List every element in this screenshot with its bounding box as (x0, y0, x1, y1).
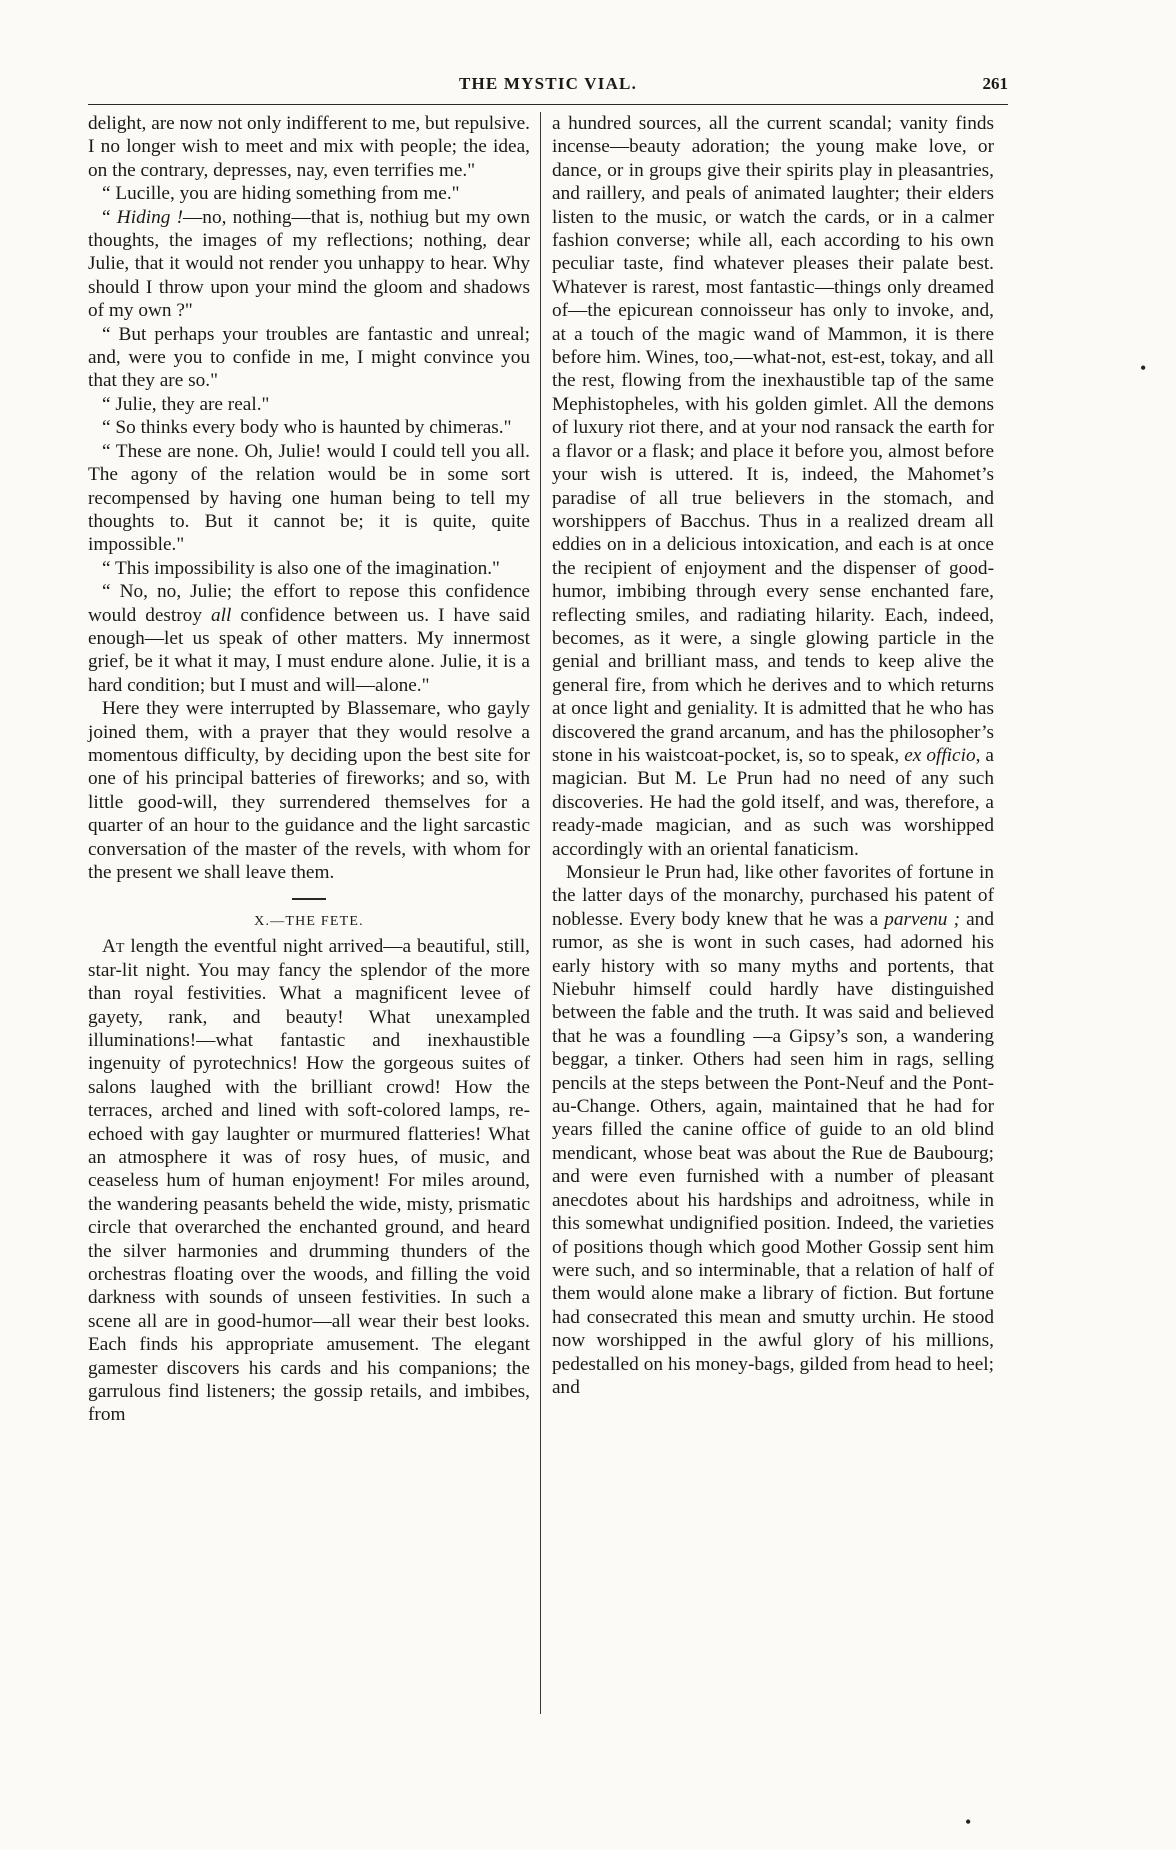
section-rule (292, 898, 326, 900)
running-head (88, 70, 1008, 105)
page-number: 261 (982, 74, 1008, 93)
right-column (552, 112, 994, 1399)
ink-speck: • (1140, 358, 1147, 378)
paragraph: a hundred sources, all the current scandal; vanity finds incense—beauty adoration; the young make love, or dance, or in groups give their spirits play in pleasantries, and raillery, and peals of animated laughter; their elders listen to the music, or watch the cards, or in a calmer fashion converse; while all, each according to his own peculiar taste, find whatever pleases their palate best. Whatever is rarest, most fantastic—things only dreamed of—the epicurean connoisseur has only to invoke, and, at a touch of the magic wand of Mammon, it is there before him. Wines, too,—what-not, est-est, tokay, and all the rest, flowing from the inexhaustible tap of the same Mephistopheles, with his golden gimlet. All the demons of luxury riot there, and at your nod ransack the earth for a flavor or a flask; and place it before you, almost before your wish is uttered. It is, indeed, the Mahomet’s paradise of all true believers in the stomach, and worshippers of Bacchus. Thus in a realized dream all eddies on in a delicious intoxication, and each is at once the recipient of enjoyment and the dispenser of good-humor, imbibing through every sense enchanted fare, reflecting smiles, and radiating hilarity. Each, indeed, becomes, as it were, a single glowing particle in the genial and brilliant mass, and tends to keep alive the general fire, from which he derives and to which returns at once light and geniality. It is admitted that he who has discovered the grand arcanum, and has the philosopher’s stone in his waistcoat-pocket, is, so to speak, ex officio, a magician. But M. Le Prun had no need of any such discoveries. He had the gold itself, and was, therefore, a ready-made magician, and as such was worshipped accordingly with an oriental fanaticism. (552, 113, 994, 860)
paragraph: “ But perhaps your troubles are fantastic and unreal; and, were you to confide in me, I might convince you that they are so." (88, 323, 530, 392)
paragraph: Here they were interrupted by Blassemare, who gayly joined them, with a prayer that they would resolve a momentous difficulty, by deciding upon the best site for one of his principal batteries of fireworks; and so, with little good-will, they surrendered themselves for a quarter of an hour to the guidance and the light sarcastic conversation of the master of the revels, with whom for the present we shall leave them. (88, 698, 530, 883)
paragraph: “ Julie, they are real." (102, 393, 270, 415)
paragraph: Monsieur le Prun had, like other favorites of fortune in the latter days of the monarchy, purchased his patent of noblesse. Every body knew that he was a parvenu ; and rumor, as she is wont in such cases, had adorned his early history with so many myths and portents, that Niebuhr himself could hardly have distinguished between the fable and the truth. It was said and believed that he was a foundling —a Gipsy’s son, a wandering beggar, a tinker. Others had seen him in rags, selling pencils at the steps between the Pont-Neuf and the Pont-au-Change. Others, again, maintained that he had for years filled the canine office of guide to an old blind mendicant, whose beat was about the Rue de Baubourg; and were even furnished with a number of pleasant anecdotes about his hardships and adroitness, while in this somewhat undignified position. Indeed, the varieties of positions though which good Mother Gossip sent him were such, and so interminable, that a relation of half of them would alone make a library of fiction. But fortune had consecrated this mean and smutty urchin. He stood now worshipped in the awful glory of his millions, pedestalled on his money-bags, gilded from head to heel; and (552, 862, 994, 1398)
paragraph: “ So thinks every body who is haunted by chimeras." (102, 417, 512, 439)
ink-speck: • (965, 1812, 972, 1832)
column-divider (540, 112, 541, 1714)
running-title: THE MYSTIC VIAL. (458, 74, 638, 93)
paragraph: “ Lucille, you are hiding something from me." (102, 183, 460, 205)
paragraph: “ Hiding !—no, nothing—that is, nothiug but my own thoughts, the images of my reflections; nothing, dear Julie, that it would not render you unhappy to hear. Why should I throw upon your mind the gloom and shadows of my own ?" (88, 206, 530, 322)
paragraph: “ No, no, Julie; the effort to repose this confidence would destroy all confidence between us. I have said enough—let us speak of other matters. My innermost grief, be it what it may, I must endure alone. Julie, it is a hard condition; but I must and will—alone." (88, 581, 530, 696)
paragraph: delight, are now not only indifferent to me, but repulsive. I no longer wish to meet and mix with people; the idea, on the contrary, depresses, nay, even terrifies me." (88, 113, 530, 181)
paragraph: “ This impossibility is also one of the imagination." (102, 557, 500, 579)
paragraph: At length the eventful night arrived—a beautiful, still, star-lit night. You may fancy the splendor of the more than royal festivities. What a magnificent levee of gayety, rank, and beauty! What unexampled illuminations!—what fantastic and inexhaustible ingenuity of pyrotechnics! How the gorgeous suites of salons laughed with the brilliant crowd! How the terraces, arched and lined with soft-colored lamps, re-echoed with gay laughter or murmured flatteries! What an atmosphere it was of rosy hues, of music, and ceaseless hum of human enjoyment! For miles around, the wandering peasants beheld the wide, misty, prismatic circle that overarched the enchanted ground, and heard the silver harmonies and drumming thunders of the orchestras floating over the woods, and filling the void darkness with sounds of unseen festivities. In such a scene all are in good-humor—all wear their best looks. Each finds his appropriate amusement. The elegant gamester discovers his cards and his companions; the garrulous find listeners; the gossip retails, and imbibes, from (88, 936, 530, 1426)
paragraph: “ These are none. Oh, Julie! would I could tell you all. The agony of the relation would be in some sort recompensed by having one human being to tell my thoughts to. But it cannot be; it is quite, quite impossible." (88, 440, 530, 556)
left-column (88, 112, 530, 1427)
section-heading: X.—THE FETE. (254, 913, 364, 929)
